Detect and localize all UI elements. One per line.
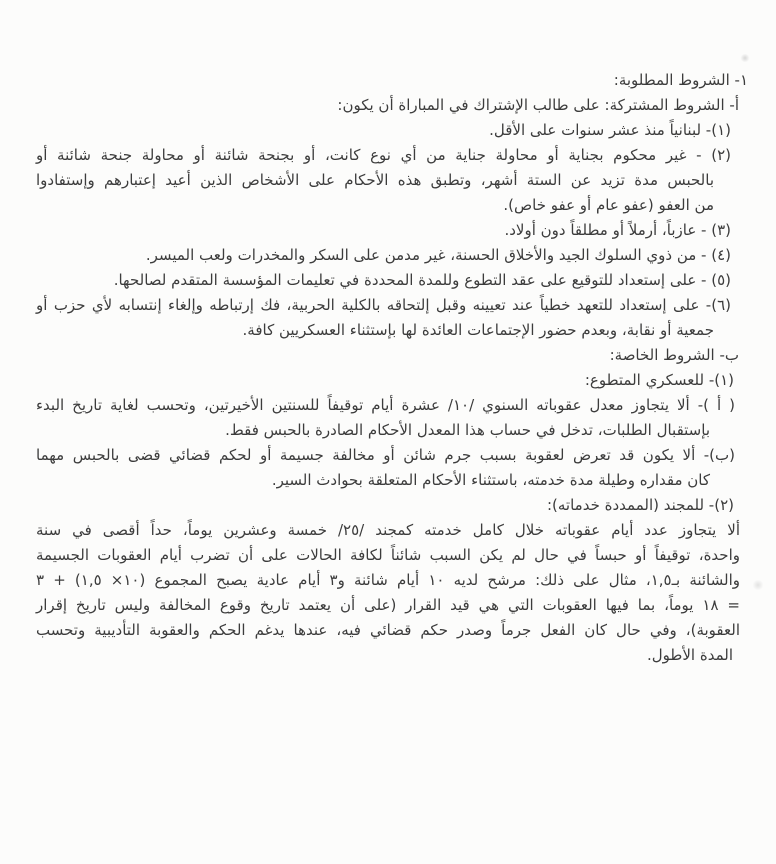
conscript-paragraph-line-5: العقوبة)، وفي حال كان الفعل جرماً وصدر حكم قضائي فيه، عندها يدغم الحكم والعقوبة التأديبية وتحسب — [36, 621, 740, 639]
volunteer-soldier-heading: (١)- للعسكري المتطوع: — [584, 371, 734, 389]
condition-pledge: (٦)- على إستعداد للتعهد خطياً عند تعيينه وقبل إلتحاقه بالكلية الحربية، فك إرتباطه وإلغاء إنتسابه لأي حزب أو — [36, 296, 731, 314]
conscript-paragraph-line-6: المدة الأطول. — [647, 646, 733, 664]
condition-good-conduct: (٤) - من ذوي السلوك الجيد والأخلاق الحسنة، غير مدمن على السكر والمخدرات ولعب الميسر. — [145, 246, 731, 264]
conscript-heading: (٢)- للمجند (الممددة خدماته): — [546, 496, 734, 514]
scan-artifact — [752, 580, 764, 590]
condition-criminal-record: (٢) - غير محكوم بجناية أو محاولة جناية من أي نوع كانت، أو بجنحة شائنة أو محاولة جنحة شائنة أو — [36, 146, 731, 164]
conscript-paragraph-line-4: = ١٨ يوماً، بما فيها العقوبات التي هي قيد القرار (على أن يعتمد تاريخ وقوع المخالفة وليس تاريخ إقرار — [36, 596, 741, 614]
condition-criminal-record-cont-2: من العفو (عفو عام أو عفو خاص). — [503, 196, 714, 214]
special-conditions-heading: ب- الشروط الخاصة: — [609, 346, 739, 364]
conscript-paragraph-line-1: ألا يتجاوز عدد أيام عقوباته خلال كامل خدمته كمجند /٢٥/ خمسة وعشرين يوماً، حداً أقصى في سنة — [36, 521, 740, 539]
conscript-paragraph-line-2: واحدة، توقيفاً أو حبساً في حال لم يكن السبب شائناً لكافة الحالات على أن تضرب أيام العقوبات الجسيمة — [36, 546, 740, 564]
volunteer-no-serious-offense: (ب)- ألا يكون قد تعرض لعقوبة بسبب جرم شائن أو مخالفة جسيمة أو لحكم قضائي قضى بالحبس مهما — [36, 446, 735, 464]
condition-criminal-record-cont-1: بالحبس مدة تزيد عن الستة أشهر، وتطبق هذه الأحكام على الأشخاص الذين أعيد إعتبارهم وإستفادوا — [36, 171, 714, 189]
common-conditions-heading: أ- الشروط المشتركة: على طالب الإشتراك في المباراة أن يكون: — [337, 96, 739, 114]
scan-artifact — [740, 54, 750, 62]
condition-contract-signing: (٥) - على إستعداد للتوقيع على عقد التطوع وللمدة المحددة في تعليمات المؤسسة المتقدم لصالحها. — [113, 271, 731, 289]
condition-marital-status: (٣) - عازباً، أرملاً أو مطلقاً دون أولاد. — [504, 221, 731, 239]
condition-pledge-cont: جمعية أو نقابة، وبعدم حضور الإجتماعات العائدة لها بإستثناء العسكريين كافة. — [242, 321, 714, 339]
condition-lebanese: (١)- لبنانياً منذ عشر سنوات على الأقل. — [489, 121, 731, 139]
volunteer-penalty-average: ( أ )- ألا يتجاوز معدل عقوباته السنوي /١٠/ عشرة أيام توقيفاً للسنتين الأخيرتين، وتحسب لغاية تاريخ البدء — [36, 396, 735, 414]
main-heading: ١- الشروط المطلوبة: — [613, 71, 748, 89]
volunteer-penalty-average-cont: بإستقبال الطلبات، تدخل في حساب هذا المعدل الأحكام الصادرة بالحبس فقط. — [225, 421, 710, 439]
conscript-paragraph-line-3: والشائنة بـ١,٥، مثال على ذلك: مرشح لديه ١٠ أيام شائنة و٣ أيام عادية يصبح المجموع (١٠× ١,٥) + ٣ — [36, 571, 740, 589]
volunteer-no-serious-offense-cont: كان مقداره وطيلة مدة خدمته، باستثناء الأحكام المتعلقة بحوادث السير. — [271, 471, 710, 489]
